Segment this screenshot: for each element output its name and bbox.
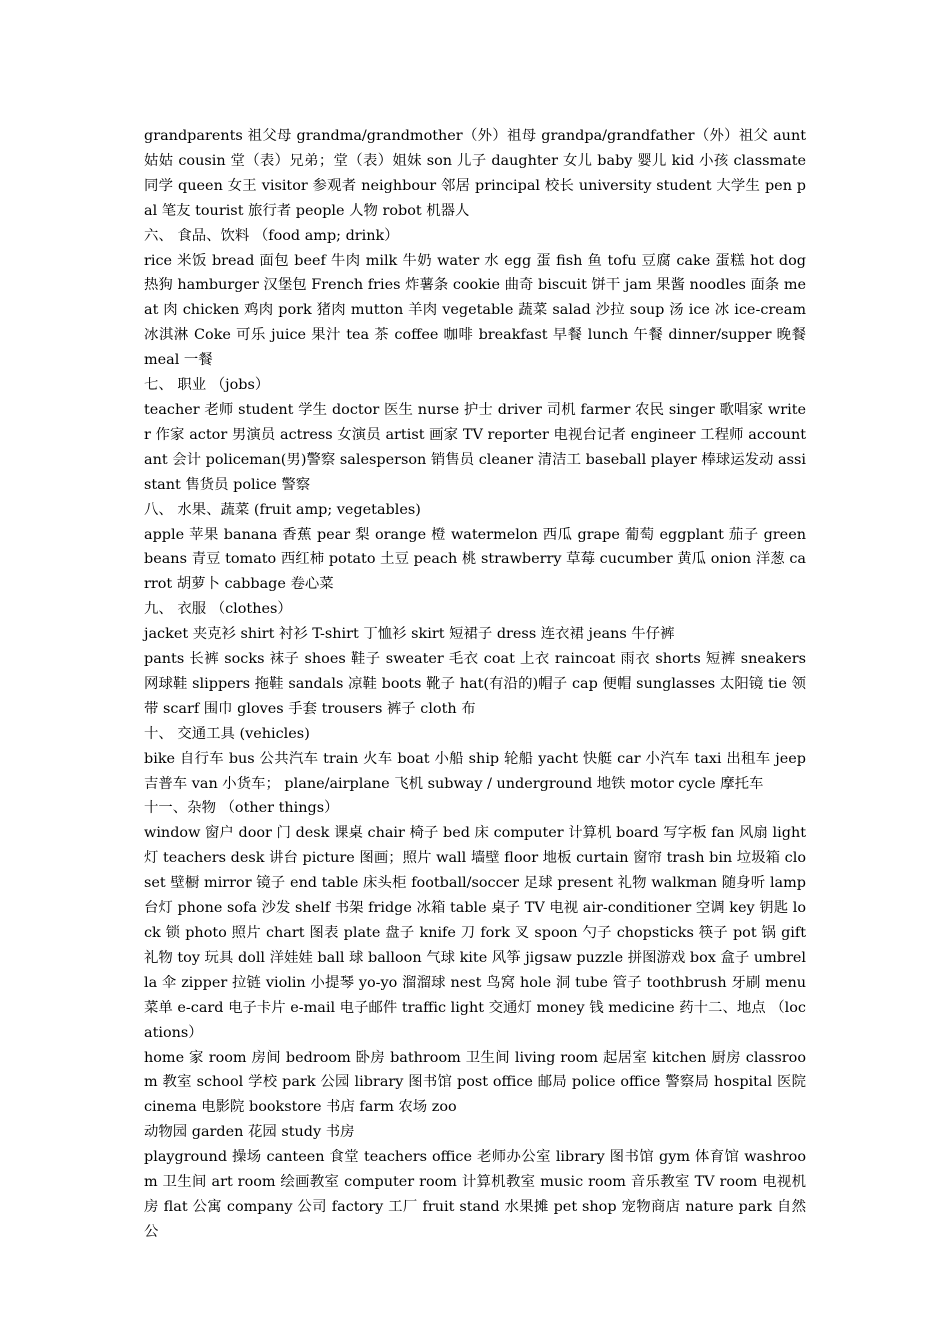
vocab-clothes-list: pants 长裤 socks 袜子 shoes 鞋子 sweater 毛衣 coat 上衣 raincoat 雨衣 shorts 短裤 sneakers 网球鞋 slippers 拖鞋 sandals 凉鞋 boots 靴子 hat(有沿的)帽子 cap 便帽 sunglasses 太阳镜 tie 领带 scarf 围巾 gloves 手套 trousers 裤子 cloth 布 bbox=[144, 651, 806, 717]
vocab-fruit-list: apple 苹果 banana 香蕉 pear 梨 orange 橙 watermelon 西瓜 grape 葡萄 eggplant 茄子 green beans 青豆 tomato 西红柿 potato 土豆 peach 桃 strawberry 草莓 cucumber 黄瓜 onion 洋葱 carrot 胡萝卜 cabbage 卷心菜 bbox=[144, 526, 806, 593]
vocab-places-list: playground 操场 canteen 食堂 teachers office 老师办公室 library 图书馆 gym 体育馆 washroom 卫生间 art room 绘画教室 computer room 计算机教室 music room 音乐教室 TV room 电视机房 flat 公寓 company 公司 factory 工厂 fruit stand 水果摊 pet shop 宠物商店 nature park 自然公 bbox=[144, 1149, 806, 1240]
vocab-jobs-list: teacher 老师 student 学生 doctor 医生 nurse 护士 driver 司机 farmer 农民 singer 歌唱家 writer 作家 actor 男演员 actress 女演员 artist 画家 TV reporter 电视台记者 engineer 工程师 accountant 会计 policeman(男)警察 salesperson 销售员 cleaner 清洁工 baseball player 棒球运发动 assistant 售货员 police 警察 bbox=[144, 401, 806, 493]
section-heading-clothes: 九、 衣服 （clothes） bbox=[144, 601, 292, 618]
vocab-locations-list: home 家 room 房间 bedroom 卧房 bathroom 卫生间 living room 起居室 kitchen 厨房 classroom 教室 school 学校 park 公园 library 图书馆 post office 邮局 police office 警察局 hospital 医院 cinema 电影院 bookstore 书店 farm 农场 zoo bbox=[144, 1049, 806, 1116]
section-heading-vehicles: 十、 交通工具 (vehicles) bbox=[144, 725, 310, 742]
section-heading-jobs: 七、 职业 （jobs） bbox=[144, 377, 270, 394]
section-heading-fruit: 八、 水果、蔬菜 (fruit amp; vegetables) bbox=[144, 501, 421, 518]
vocab-locations-line-2: 动物园 garden 花园 study 书房 bbox=[144, 1124, 355, 1141]
vocab-food-list: rice 米饭 bread 面包 beef 牛肉 milk 牛奶 water 水 egg 蛋 fish 鱼 tofu 豆腐 cake 蛋糕 hot dog 热狗 hamburger 汉堡包 French fries 炸薯条 cookie 曲奇 biscuit 饼干 jam 果酱 noodles 面条 meat 肉 chicken 鸡肉 pork 猪肉 mutton 羊肉 vegetable 蔬菜 salad 沙拉 soup 汤 ice 冰 ice-cream 冰淇淋 Coke 可乐 juice 果汁 tea 茶 coffee 咖啡 breakfast 早餐 lunch 午餐 dinner/supper 晚餐 meal 一餐 bbox=[144, 252, 806, 369]
vocab-clothes-line-1: jacket 夹克衫 shirt 衬衫 T-shirt 丁恤衫 skirt 短裙子 dress 连衣裙 jeans 牛仔裤 bbox=[144, 626, 675, 643]
document-page bbox=[144, 124, 806, 1245]
vocab-vehicles-list: bike 自行车 bus 公共汽车 train 火车 boat 小船 ship 轮船 yacht 快艇 car 小汽车 taxi 出租车 jeep 吉普车 van 小货车； plane/airplane 飞机 subway / underground 地铁 motor cycle 摩托车 bbox=[144, 750, 806, 792]
vocab-family-list: grandparents 祖父母 grandma/grandmother（外）祖母 grandpa/grandfather（外）祖父 aunt 姑姑 cousin 堂（表）兄弟；堂（表）姐妹 son 儿子 daughter 女儿 baby 婴儿 kid 小孩 classmate 同学 queen 女王 visitor 参观者 neighbour 邻居 principal 校长 university student 大学生 pen pal 笔友 tourist 旅行者 people 人物 robot 机器人 bbox=[144, 128, 806, 219]
vocab-other-list: window 窗户 door 门 desk 课桌 chair 椅子 bed 床 computer 计算机 board 写字板 fan 风扇 light 灯 teachers desk 讲台 picture 图画；照片 wall 墙壁 floor 地板 curtain 窗帘 trash bin 垃圾箱 closet 壁橱 mirror 镜子 end table 床头柜 football/soccer 足球 present 礼物 walkman 随身听 lamp 台灯 phone sofa 沙发 shelf 书架 fridge 冰箱 table 桌子 TV 电视 air-conditioner 空调 key 钥匙 lock 锁 photo 照片 chart 图表 plate 盘子 knife 刀 fork 叉 spoon 勺子 chopsticks 筷子 pot 锅 gift 礼物 toy 玩具 doll 洋娃娃 ball 球 balloon 气球 kite 风筝 jigsaw puzzle 拼图游戏 box 盒子 umbrella 伞 zipper 拉链 violin 小提琴 yo-yo 溜溜球 nest 鸟窝 hole 洞 tube 管子 toothbrush 牙刷 menu 菜单 e-card 电子卡片 e-mail 电子邮件 traffic light 交通灯 money 钱 medicine 药十二、地点 （locations） bbox=[144, 825, 806, 1041]
section-heading-food: 六、 食品、饮料 （food amp; drink） bbox=[144, 227, 399, 244]
section-heading-other: 十一、杂物 （other things） bbox=[144, 800, 339, 817]
